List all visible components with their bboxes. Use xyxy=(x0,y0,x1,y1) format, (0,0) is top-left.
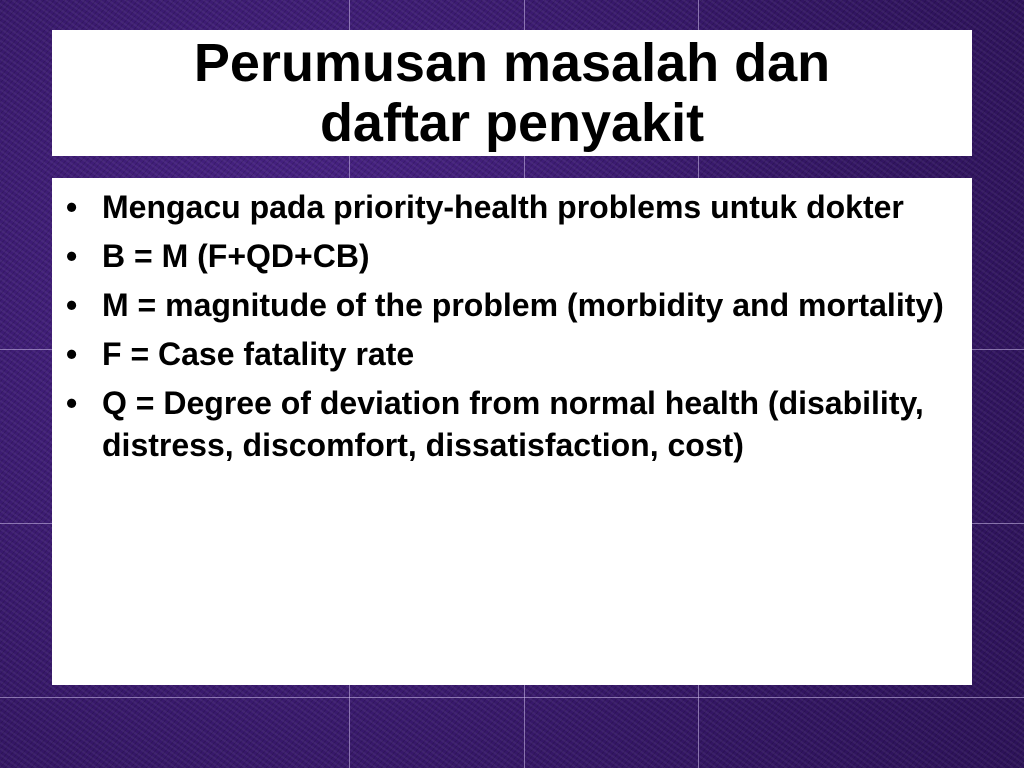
bullet-item xyxy=(62,235,958,277)
bullet-item xyxy=(62,284,958,326)
content-panel xyxy=(52,178,972,685)
bullet-text: Mengacu pada priority-health problems untuk dokter xyxy=(102,189,904,225)
bullet-item xyxy=(62,382,958,466)
title-panel xyxy=(52,30,972,156)
bullet-text: B = M (F+QD+CB) xyxy=(102,238,370,274)
bullet-icon: • xyxy=(66,238,78,274)
bullet-item xyxy=(62,186,958,228)
slide-title: Perumusan masalah dan daftar penyakit xyxy=(193,33,831,153)
bullet-text: F = Case fatality rate xyxy=(102,336,415,372)
bullet-icon: • xyxy=(66,385,78,421)
background-gridline xyxy=(0,697,1024,698)
bullet-text: Q = Degree of deviation from normal health (disability, distress, discomfort, dissatisfaction, cost) xyxy=(102,385,924,463)
bullet-list xyxy=(62,186,958,466)
bullet-icon: • xyxy=(66,189,78,225)
bullet-item xyxy=(62,333,958,375)
bullet-icon: • xyxy=(66,336,78,372)
bullet-text: M = magnitude of the problem (morbidity and mortality) xyxy=(102,287,944,323)
bullet-icon: • xyxy=(66,287,78,323)
